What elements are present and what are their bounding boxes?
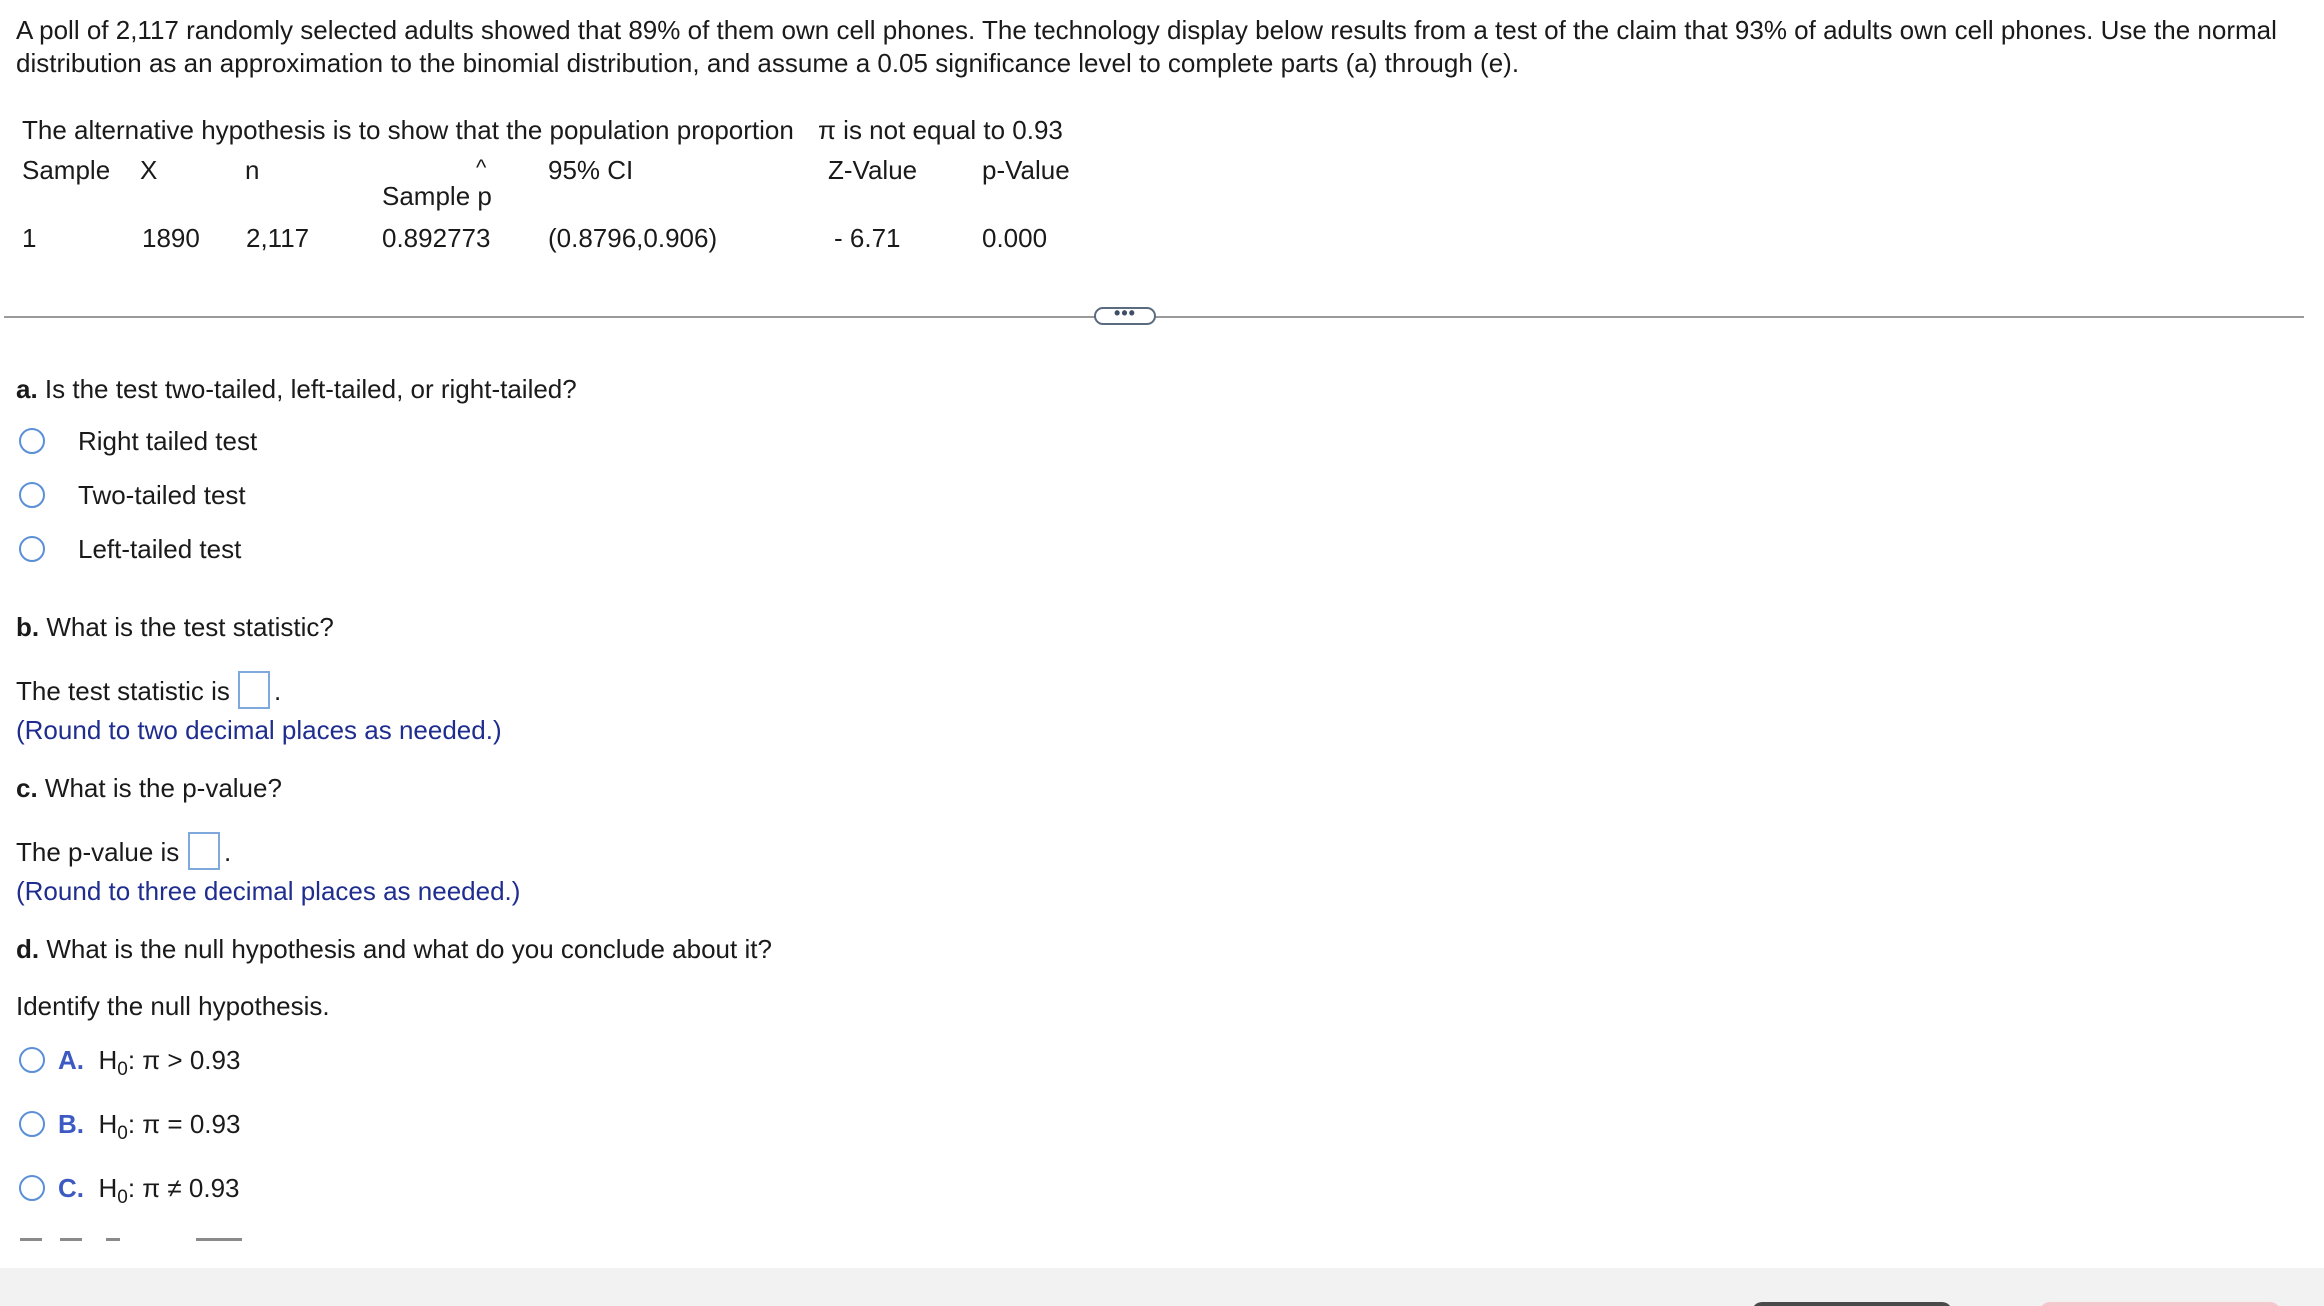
part-b-text: What is the test statistic? [46, 612, 334, 642]
option-left-tailed[interactable]: Left-tailed test [78, 534, 242, 564]
ellipsis-icon: ••• [1114, 303, 1136, 323]
null-option-b[interactable] [58, 1108, 241, 1144]
p-value-period: . [224, 837, 232, 867]
footer-pink-button[interactable] [2040, 1302, 2280, 1306]
option-b-sub: 0 [117, 1123, 128, 1144]
option-two-tailed[interactable]: Two-tailed test [78, 480, 246, 510]
radio-right-tailed[interactable] [19, 428, 45, 454]
option-c-expr: : π ≠ 0.93 [127, 1173, 240, 1203]
radio-option-c[interactable] [19, 1175, 45, 1201]
cut-off-h [106, 1238, 120, 1241]
part-b-label: b. [16, 612, 40, 642]
test-statistic-input[interactable] [238, 671, 270, 709]
cell-ci: (0.8796,0.906) [548, 223, 718, 253]
radio-option-b[interactable] [19, 1111, 45, 1137]
part-a-text: Is the test two-tailed, left-tailed, or right-tailed? [44, 374, 577, 404]
cut-off-letter [60, 1238, 82, 1241]
option-c-sub: 0 [117, 1187, 128, 1208]
radio-left-tailed[interactable] [19, 536, 45, 562]
cut-off-value [196, 1238, 242, 1241]
alt-hypothesis-text: The alternative hypothesis is to show that the population proportion [22, 115, 794, 145]
option-a-sub: 0 [117, 1059, 128, 1080]
part-c-label: c. [16, 773, 38, 803]
option-c-h: H [98, 1173, 118, 1203]
footer-dark-button[interactable] [1752, 1302, 1952, 1306]
header-ci: 95% CI [548, 155, 634, 185]
null-option-c[interactable] [58, 1172, 240, 1208]
test-statistic-prompt: The test statistic is [16, 676, 230, 706]
header-sample-p: Sample p [382, 181, 492, 211]
header-z-value: Z-Value [828, 155, 918, 185]
part-d-label: d. [16, 934, 40, 964]
header-hat: ^ [476, 155, 487, 180]
cell-n: 2,117 [246, 223, 310, 253]
cell-sample-p: 0.892773 [382, 223, 491, 253]
cell-x: 1890 [142, 223, 200, 253]
option-a-letter: A. [58, 1045, 84, 1075]
footer-bar [0, 1268, 2324, 1306]
identify-null-prompt: Identify the null hypothesis. [16, 991, 330, 1021]
radio-two-tailed[interactable] [19, 482, 45, 508]
option-right-tailed[interactable]: Right tailed test [78, 426, 258, 456]
part-c-text: What is the p-value? [44, 773, 282, 803]
cell-sample: 1 [22, 223, 37, 253]
option-a-expr: : π > 0.93 [127, 1045, 241, 1075]
cut-off-radio [20, 1238, 42, 1241]
header-x: X [140, 155, 158, 185]
test-statistic-period: . [274, 676, 282, 706]
header-p-value: p-Value [982, 155, 1070, 185]
radio-option-a[interactable] [19, 1047, 45, 1073]
option-b-h: H [98, 1109, 118, 1139]
option-a-h: H [98, 1045, 118, 1075]
option-b-letter: B. [58, 1109, 84, 1139]
p-value-note: (Round to three decimal places as needed.) [16, 876, 521, 906]
header-sample: Sample [22, 155, 111, 185]
part-a-label: a. [16, 374, 38, 404]
p-value-input[interactable] [188, 832, 220, 870]
option-b-expr: : π = 0.93 [127, 1109, 241, 1139]
null-option-a[interactable] [58, 1044, 241, 1080]
part-a-question [16, 373, 577, 405]
alt-hypothesis-pi: π is not equal to 0.93 [818, 115, 1063, 145]
part-b-question [16, 611, 334, 643]
option-c-letter: C. [58, 1173, 84, 1203]
part-d-text: What is the null hypothesis and what do you conclude about it? [46, 934, 772, 964]
part-d-question [16, 933, 772, 965]
cell-p-value: 0.000 [982, 223, 1048, 253]
test-statistic-note: (Round to two decimal places as needed.) [16, 715, 502, 745]
cell-z-value: - 6.71 [834, 223, 901, 253]
part-c-question [16, 772, 282, 804]
header-n: n [245, 155, 260, 185]
p-value-prompt: The p-value is [16, 837, 180, 867]
problem-statement: A poll of 2,117 randomly selected adults showed that 89% of them own cell phones. The technology display below results from a test of the claim that 93% of adults own cell phones. Use the normal distribution as an approximation to the binomial distribution, and assume a 0.05 significance level to complete parts (a) through (e). [16, 15, 2277, 78]
expand-more-button[interactable] [1094, 303, 1156, 325]
